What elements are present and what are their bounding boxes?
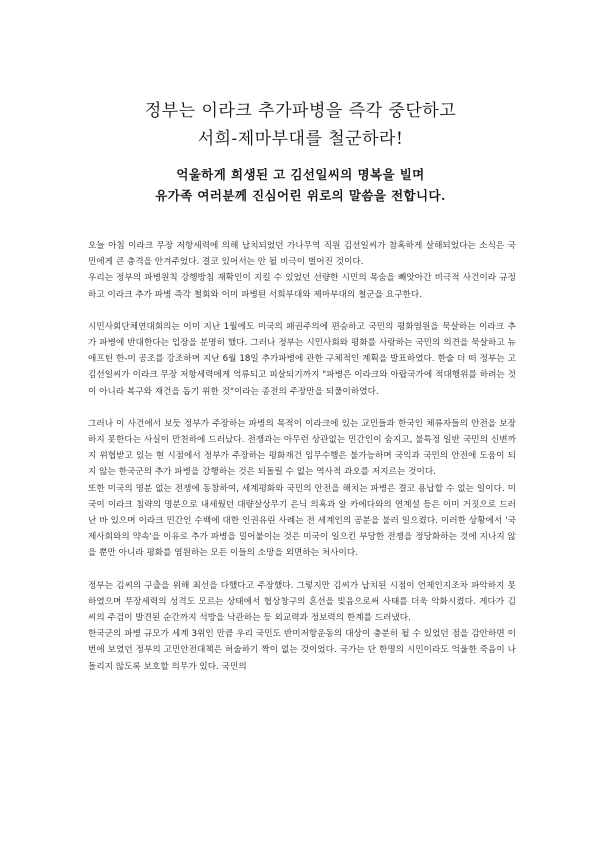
body-paragraph-4: 그러나 이 사건에서 보듯 정부가 주장하는 파병의 목적이 이라크에 있는 교민들과 한국인 체류자들의 안전을 보장하지 못한다는 사실이 만천하에 드러났다. 전쟁과는 아무런 상관없는 민간인이 숨지고, 불특정 일반 국민의 신변까지 위협받고 있는 현 시점에서 정부가 주장하는 평화재건 임무수행은 불가능하며 국익과 국민의 안전에 도움이 되지 않는 한국군의 추가 파병을 강행하는 것은 되돌릴 수 없는 역사적 과오를 저지르는 것이다. bbox=[88, 418, 516, 478]
document-title-line1: 정부는 이라크 추가파병을 즉각 중단하고 bbox=[144, 101, 457, 121]
document-body bbox=[88, 238, 516, 675]
body-paragraph-7: 한국군의 파병 규모가 세계 3위인 만큼 우리 국민도 반미저항운동의 대상이 충분히 될 수 있었던 점을 감안하면 이번에 보였던 정부의 고민안전대책은 허술하기 짝이 없는 것이었다. 국가는 단 한명의 시민이라도 억울한 죽음이 나돌리지 않도록 보호할 의무가 있다. 국민의 bbox=[88, 629, 516, 672]
paragraph-spacer bbox=[88, 400, 516, 416]
paragraph-spacer bbox=[88, 303, 516, 319]
body-paragraph-5: 또한 미국의 명분 없는 전쟁에 동참하여, 세계평화와 국민의 안전을 해치는 파병은 결코 용납할 수 없는 일이다. 미국이 이라크 침략의 명분으로 내세웠던 대량살상무기 은닉 의혹과 알 카에다와의 연계설 등은 이미 거짓으로 드러난 바 있으며 이라크 민간인 수백에 대한 인권유린 사례는 전 세계인의 공분을 불러 일으켰다. 이러한 상황에서 '국제사회와의 약속'을 이유로 추가 파병을 밀어붙이는 것은 미국이 일으킨 부당한 전쟁을 정당화하는 것에 지나지 않을 뿐만 아니라 평화를 염원하는 모든 이들의 소망을 외면하는 처사이다. bbox=[88, 483, 516, 559]
document-subtitle-line2: 유가족 여러분께 진심어린 위로의 말씀을 전합니다. bbox=[155, 188, 446, 203]
body-paragraph-3: 시민사회단체연대회의는 이미 지난 1월에도 미국의 패권주의에 편승하고 국민의 평화염원을 묵살하는 이라크 추가 파병에 반대한다는 입장을 분명히 했다. 그러나 정부는 시민사회와 평화를 사랑하는 국민의 의견을 묵살하고 뉴애프틴 한-미 공조를 강조하며 지난 6월 18일 추가파병에 관한 구체적인 계획을 발표하였다. 한술 더 떠 정부는 고 김선일씨가 이라크 무장 저항세력에게 억류되고 피살되기까지 "파병은 이라크와 아랍국가에 적대행위를 하려는 것이 아니라 복구와 재건을 돕기 위한 것"이라는 종전의 주장만을 되풀이하였다. bbox=[88, 321, 516, 397]
body-paragraph-1: 오늘 아침 이라크 무장 저항세력에 의해 납치되었던 가나무역 직원 김선일씨가 참혹하게 살해되었다는 소식은 국민에게 큰 충격을 안겨주었다. 결코 있어서는 안 될 비극이 벌어진 것이다. bbox=[88, 241, 516, 268]
body-paragraph-2: 우리는 정부의 파병원칙 강행방침 재확인이 지킬 수 있었던 선량한 시민의 목숨을 빼앗아간 비극적 사건이라 규정하고 이라크 추가 파병 즉각 철회와 이미 파병된 서희부대와 제마부대의 철군을 요구한다. bbox=[88, 273, 516, 300]
document-subtitle-line1: 억울하게 희생된 고 김선일씨의 명복을 빌며 bbox=[176, 167, 425, 182]
document-title-line2: 서희-제마부대를 철군하라! bbox=[197, 129, 404, 149]
body-paragraph-6: 정부는 김씨의 구출을 위해 최선을 다했다고 주장했다. 그렇지만 김씨가 납치된 시점이 언제인지조차 파악하지 못 하였으며 무장세력의 성격도 모르는 상태에서 협상창구의 혼선을 빚음으로써 사태를 더욱 악화시켰다. 게다가 김씨의 주검이 발견된 순간까지 석방을 낙관하는 등 외교력과 정보력의 한계를 드러냈다. bbox=[88, 580, 516, 624]
paragraph-spacer bbox=[88, 562, 516, 578]
